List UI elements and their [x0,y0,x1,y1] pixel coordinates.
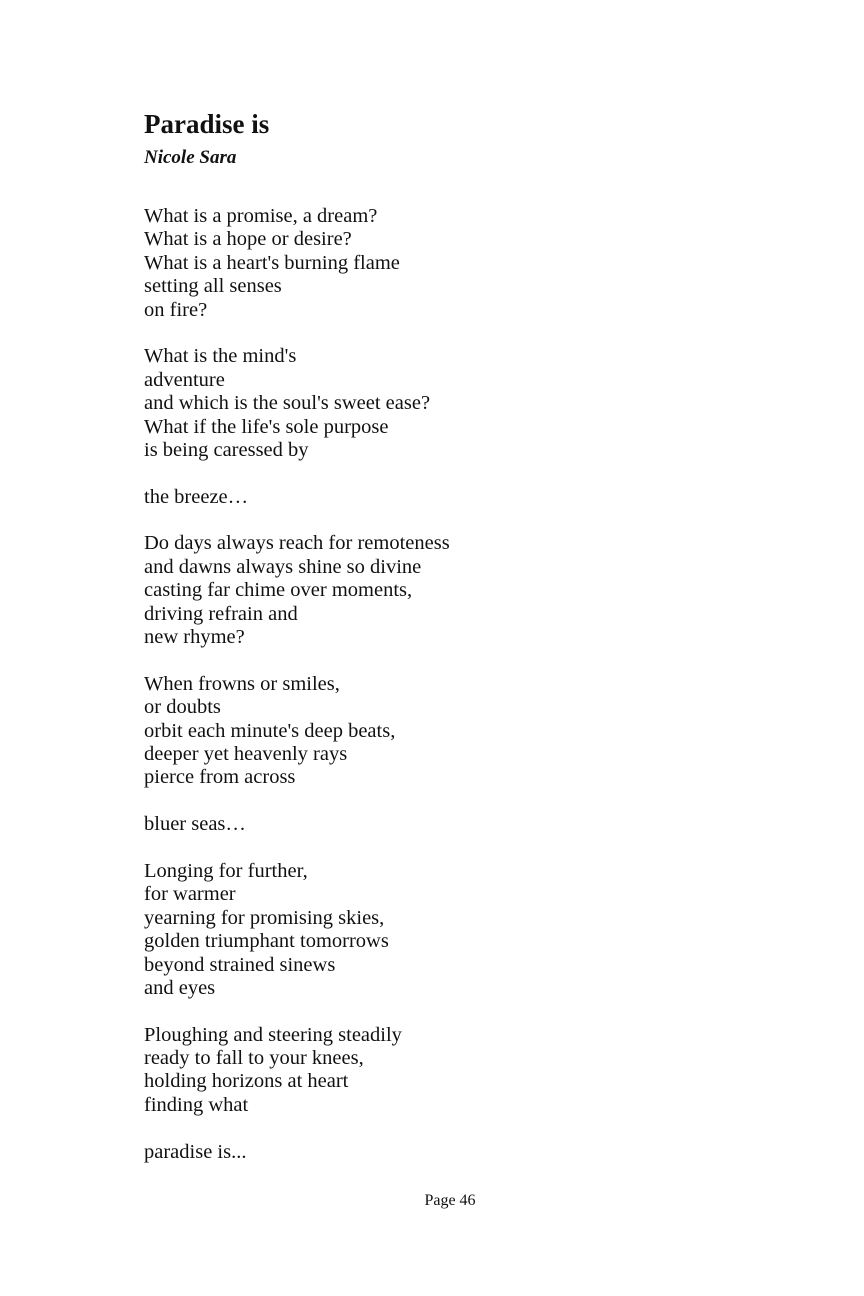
poem-line: yearning for promising skies, [144,906,385,929]
poem-line: beyond strained sinews [144,953,336,976]
poem-line: the breeze… [144,485,249,508]
poem-line: deeper yet heavenly rays [144,742,348,765]
poem-line: Do days always reach for remoteness [144,532,450,555]
poem-line: is being caressed by [144,438,309,461]
poem-line: Ploughing and steering steadily [144,1023,402,1046]
poem-line: What is a hope or desire? [144,228,352,251]
poem-line: ready to fall to your knees, [144,1047,364,1070]
poem-line: new rhyme? [144,626,245,649]
page-number: Page 46 [424,1192,476,1209]
poem-line: driving refrain and [144,602,298,625]
stanza-break [144,462,450,485]
poem-line: adventure [144,368,225,391]
poem-line: paradise is... [144,1140,247,1163]
poem-body [144,205,450,1164]
poem-line: When frowns or smiles, [144,672,340,695]
poem-line: and which is the soul's sweet ease? [144,392,431,415]
poem-line: setting all senses [144,275,282,298]
poem-line: What is a promise, a dream? [144,205,378,227]
poem-line: or doubts [144,696,221,719]
poem-line: holding horizons at heart [144,1070,349,1093]
poem-line: pierce from across [144,766,296,789]
poem-line: What is a heart's burning flame [144,251,400,274]
stanza-break [144,649,450,672]
poem-line: for warmer [144,883,236,906]
poem-line: on fire? [144,298,208,321]
poem-line: casting far chime over moments, [144,579,413,602]
stanza-break [144,509,450,532]
poem-line: What is the mind's [144,345,297,368]
stanza-break [144,837,450,860]
poem-line: Longing for further, [144,859,308,882]
poem-line: and eyes [144,976,216,999]
poem-line: finding what [144,1093,249,1116]
poem-line: bluer seas… [144,813,246,836]
poem-line: golden triumphant tomorrows [144,930,389,953]
stanza-break [144,1000,450,1023]
stanza-break [144,790,450,813]
poem-line: and dawns always shine so divine [144,555,422,578]
poem-line: What if the life's sole purpose [144,415,389,438]
poem-line: orbit each minute's deep beats, [144,719,396,742]
stanza-break [144,1117,450,1140]
poem-title: Paradise is [144,109,270,139]
poem-author: Nicole Sara [144,147,237,168]
stanza-break [144,322,450,345]
